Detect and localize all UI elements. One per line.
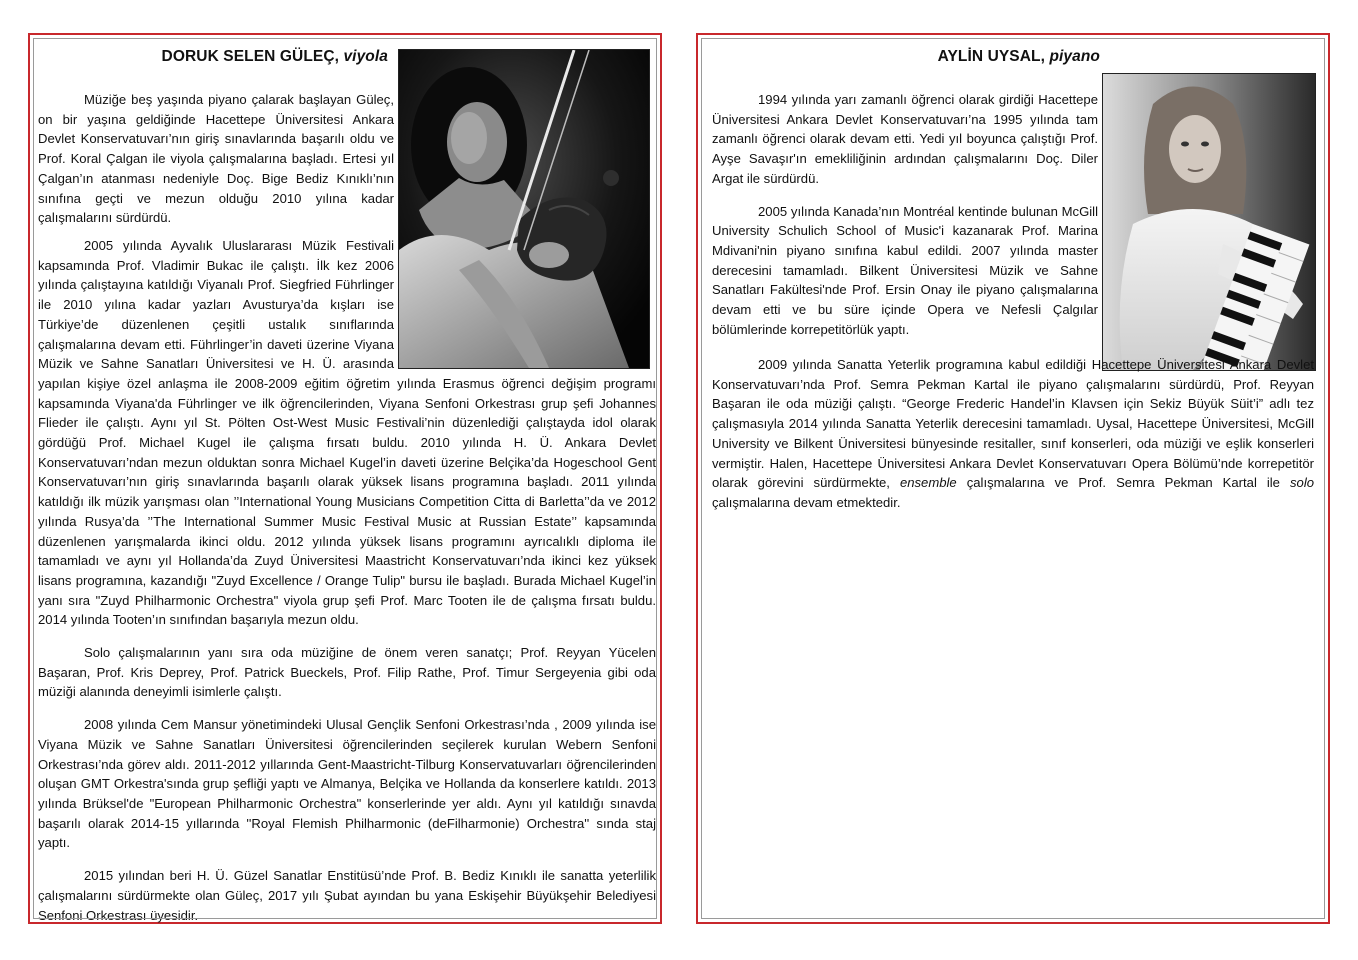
musician-name: DORUK SELEN GÜLEÇ bbox=[161, 48, 335, 65]
biography-title: AYLİN UYSAL, piyano bbox=[937, 48, 1100, 65]
pianist-photo bbox=[1102, 73, 1316, 371]
bio-paragraph-2: 2005 yılında Kanada’nın Montréal kentinde bulunan McGill University Schulich School of Music'i kazanarak Prof. Marina Mdivani'nin piyano sınıfına kabul edildi. 2007 yılında master derecesini tamamladı. Bilkent Üniversitesi Müzik ve Sahne Sanatları Fakültesi'nde Prof. Ersin Onay ile piyano çalışmalarına devam etti ve bu süre içinde Opera ve Nefesli Çalgılar bölümlerinde korrepetitörlük yaptı. bbox=[712, 203, 1098, 337]
solo-word: solo bbox=[1289, 475, 1315, 491]
instrument-name: piyano bbox=[1049, 48, 1100, 65]
instrument-name: viyola bbox=[343, 48, 388, 65]
bio-paragraph-3-part-3: çalışmalarına devam etmektedir. bbox=[712, 494, 901, 510]
bio-paragraph-3 bbox=[712, 355, 1314, 513]
page-left-doruk-selen-gulec bbox=[28, 33, 662, 924]
biography-text bbox=[712, 90, 1098, 339]
bio-paragraph-3-part-1: 2009 yılında Sanatta Yeterlik programına kabul edildiği Hacettepe Üniversitesi Ankara Devlet Konservatuvarı’nda Prof. Semra Pekman Kartal ile piyano çalışmalarını sürdürdü, Prof. Reyyan Başaran ile oda müziği çalıştı. “George Frederic Handel’in Klavsen için Sekiz Büyük Süit’i” adlı tez çalışmasıyla 2014 yılında Sanatta Yeterlik derecesini tamamladı. Uysal, Hacettepe Üniversitesi, McGill University ve Bilkent Üniversitesi bünyesinde resitaller, sınıf konserleri, oda müziği ve eşlik konserleri vermiştir. Halen, Hacettepe Üniversitesi Ankara Devlet Konservatuvarı Opera Bölümü’nde korrepetitör olarak görevini sürdürmekte, bbox=[712, 357, 1314, 491]
ensemble-word: ensemble bbox=[899, 475, 957, 491]
pianist-photo-image bbox=[1103, 74, 1315, 370]
bio-paragraph-3: Solo çalışmalarının yanı sıra oda müziğine de önem veren sanatçı; Prof. Reyyan Yücelen Başaran, Prof. Kris Deprey, Prof. Patrick Bueckels, Prof. Filip Rathe, Prof. Timur Sergeyenia gibi oda müziği alanında deneyimli isimlerle çalıştı. bbox=[38, 645, 656, 700]
bio-paragraph-3-part-2: çalışmalarına ve Prof. Semra Pekman Kartal ile bbox=[956, 475, 1290, 491]
bio-paragraph-1: 1994 yılında yarı zamanlı öğrenci olarak girdiği Hacettepe Üniversitesi Ankara Devlet Konservatuvarı’na 1995 yılında tam zamanlı öğrenci olarak devam etti. Yedi yıl boyunca çalıştığı Prof. Ayşe Savaşır'ın emekliliğinin ardından çalışmalarını Doç. Diler Argat ile sürdürdü. bbox=[712, 92, 1098, 186]
biography-title: DORUK SELEN GÜLEÇ, viyola bbox=[161, 48, 388, 65]
bio-paragraph-2: 2005 yılında Ayvalık Uluslararası Müzik Festivali kapsamında Prof. Vladimir Bukac ile çalıştı. İlk kez 2006 yılında çalıştayına katıldığı Viyanalı Prof. Siegfried Führlinger ile 2010 yılına kadar yazları Avusturya’da kışları ise Türkiye’de düzenlenen çeşitli ustalık sınıflarında çalışmalarına devam etti. Führlinger’in daveti üzerine Viyana Müzik ve Sahne Sanatları Üniversitesi ve H. Ü. arasında yapılan kişiye özel anlaşma ile 2008-2009 eğitim öğretim yılında Erasmus öğrenci değişim programı kapsamında Viyana'da Führlinger ve ilk öğrencilerinden, Viyana Senfoni Orkestrası grup şefi Johannes Flieder ile çalıştı. Aynı yıl St. Pölten Ost-West Music Festivali’nin düzenlediği çalıştayda idol olarak gördüğü Prof. Michael Kugel ile çalışma fırsatı buldu. 2010 yılında H. Ü. Ankara Devlet Konservatuvarı’ndan mezun olduktan sonra Michael Kugel’in daveti üzerine Belçika’da Hogeschool Gent Konservatuvarı’nın giriş sınavlarında başarılı olarak yüksek lisans programına başladı. 2011 yılında katıldığı ilk müzik yarışması olan ’’International Young Musicians Competition Citta di Barletta’’da ve 2012 yılında Rusya’da ’’The International Summer Music Festival Music at Russian Estate’’ kapsamında düzenlenen yarışmalarda ikinci oldu. 2012 yılında yüksek lisans programını ayrıcalıklı diploma ile tamamladı ve aynı yıl Hollanda’da Zuyd Üniversitesi Maastricht Konservatuvarı’nda ikinci kez yüksek lisans programına, kazandığı "Zuyd Excellence / Orange Tulip" bursu ile başladı. Burada Michael Kugel’in yanı sıra "Zuyd Philharmonic Orchestra" viyola grup şefi Prof. Marc Tooten ile de çalışma fırsatı buldu. 2014 yılında Tooten’ın sınıfından başarıyla mezun oldu. bbox=[38, 238, 656, 628]
biography-text bbox=[38, 90, 394, 228]
bio-paragraph-4: 2008 yılında Cem Mansur yönetimindeki Ulusal Gençlik Senfoni Orkestrası’nda , 2009 yılında ise Viyana Müzik ve Sahne Sanatları Üniversitesi öğrencilerinden seçilerek kurulan Webern Senfoni Orkestrası’nda görev aldı. 2011-2012 yıllarında Gent-Maastricht-Tilburg Konservatuvarları öğrencilerinden oluşan GMT Orkestra'sında grup şefliği yaptı ve Almanya, Belçika ve Hollanda da konserlere katıldı. 2013 yılında Brüksel'de "European Philharmonic Orchestra" konserlerinde yer aldı. Aynı yıl katıldığı sınavda başarılı olarak 2014-15 yıllarında ''Royal Flemish Philharmonic (deFilharmonie) Orchestra'' sında staj yaptı. bbox=[38, 717, 656, 851]
biography-text-continued bbox=[712, 355, 1314, 513]
biography-text-continued bbox=[38, 236, 656, 925]
bio-paragraph-1: Müziğe beş yaşında piyano çalarak başlayan Güleç, on bir yaşına geldiğinde Hacettepe Üniversitesi Ankara Devlet Konservatuvarı’nın giriş sınavlarında başarılı oldu ve Prof. Koral Çalgan ile viyola çalışmalarına başladı. Ertesi yıl Çalgan’ın atanması nedeniyle Doç. Bige Bediz Kınıklı’nın sınıfına geçti ve mezun olduğu 2010 yılına kadar çalışmalarını sürdürdü. bbox=[38, 92, 394, 226]
musician-name: AYLİN UYSAL bbox=[937, 48, 1041, 65]
bio-paragraph-5: 2015 yılından beri H. Ü. Güzel Sanatlar Enstitüsü’nde Prof. B. Bediz Kınıklı ile sanatta yeterlilik çalışmalarını sürdürmekte olan Güleç, 2017 yılı Şubat ayından bu yana Eskişehir Büyükşehir Belediyesi Senfoni Orkestrası üyesidir. bbox=[38, 868, 656, 923]
page-right-aylin-uysal bbox=[696, 33, 1330, 924]
